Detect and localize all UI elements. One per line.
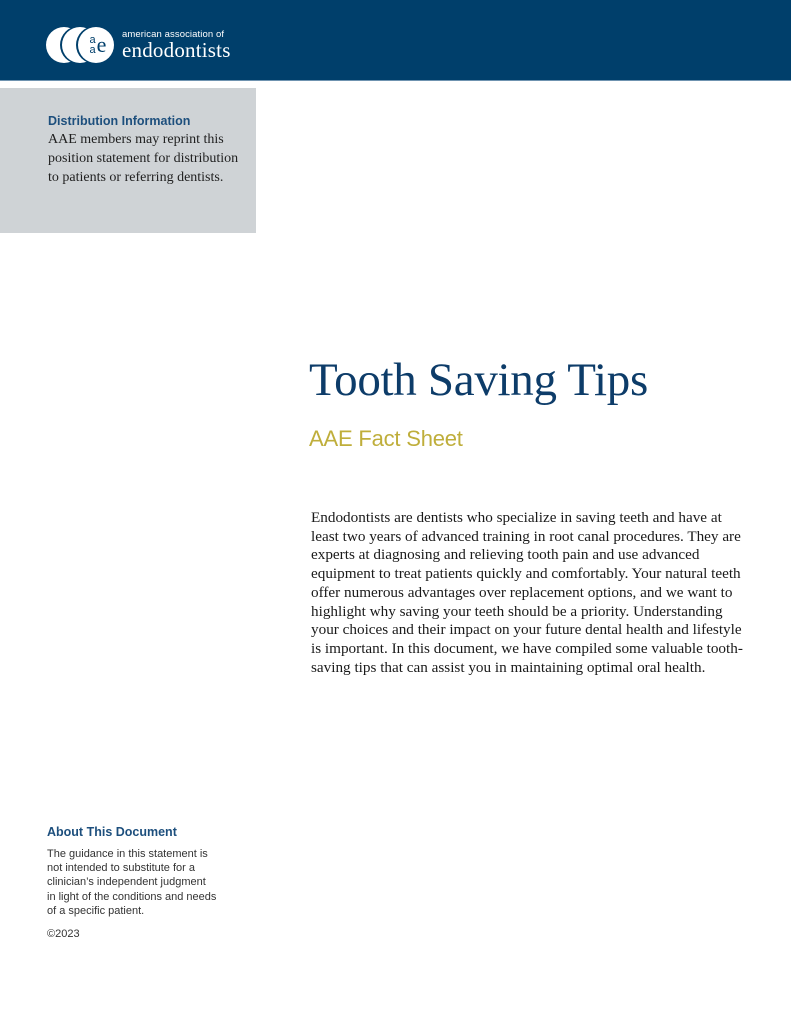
intro-paragraph: Endodontists are dentists who specialize in saving teeth and have at least two years of advanced training in root canal procedures. They are experts at diagnosing and relieving tooth pain and use advanced equipment to treat patients quickly and comfortably. Your natural teeth offer numerous advantages over replacement options, and we want to highlight why saving your teeth should be a priority. Understanding your choices and their impact on your future dental health and lifestyle is important. In this document, we have compiled some valuable tooth-saving tips that can assist you in maintaining optimal oral health.: [311, 509, 743, 676]
logo-wordmark: [122, 29, 231, 61]
page-title: Tooth Saving Tips: [309, 354, 649, 406]
aae-logo-icon: [46, 25, 118, 65]
org-name-line-1: american association of: [122, 29, 225, 40]
about-text: The guidance in this statement is not intended to substitute for a clinician’s independent judgment in light of the conditions and needs of a specific patient.: [47, 848, 217, 917]
distribution-title: Distribution Information: [48, 114, 191, 128]
logo-letter: e: [96, 32, 107, 57]
distribution-text: AAE members may reprint this position statement for distribution to patients or referring dentists.: [48, 132, 239, 186]
copyright-notice: ©2023: [47, 928, 80, 941]
page-subtitle: AAE Fact Sheet: [309, 426, 463, 451]
logo-letter: a: [89, 44, 96, 56]
org-name-line-2: endodontists: [122, 38, 231, 62]
logo-monogram: [80, 27, 116, 63]
logo-letter: a: [89, 34, 96, 46]
about-document-section: [47, 823, 217, 941]
distribution-info-box: [0, 88, 256, 233]
aae-logo: [46, 25, 231, 65]
about-title: About This Document: [47, 825, 177, 839]
page-header: [0, 0, 791, 81]
